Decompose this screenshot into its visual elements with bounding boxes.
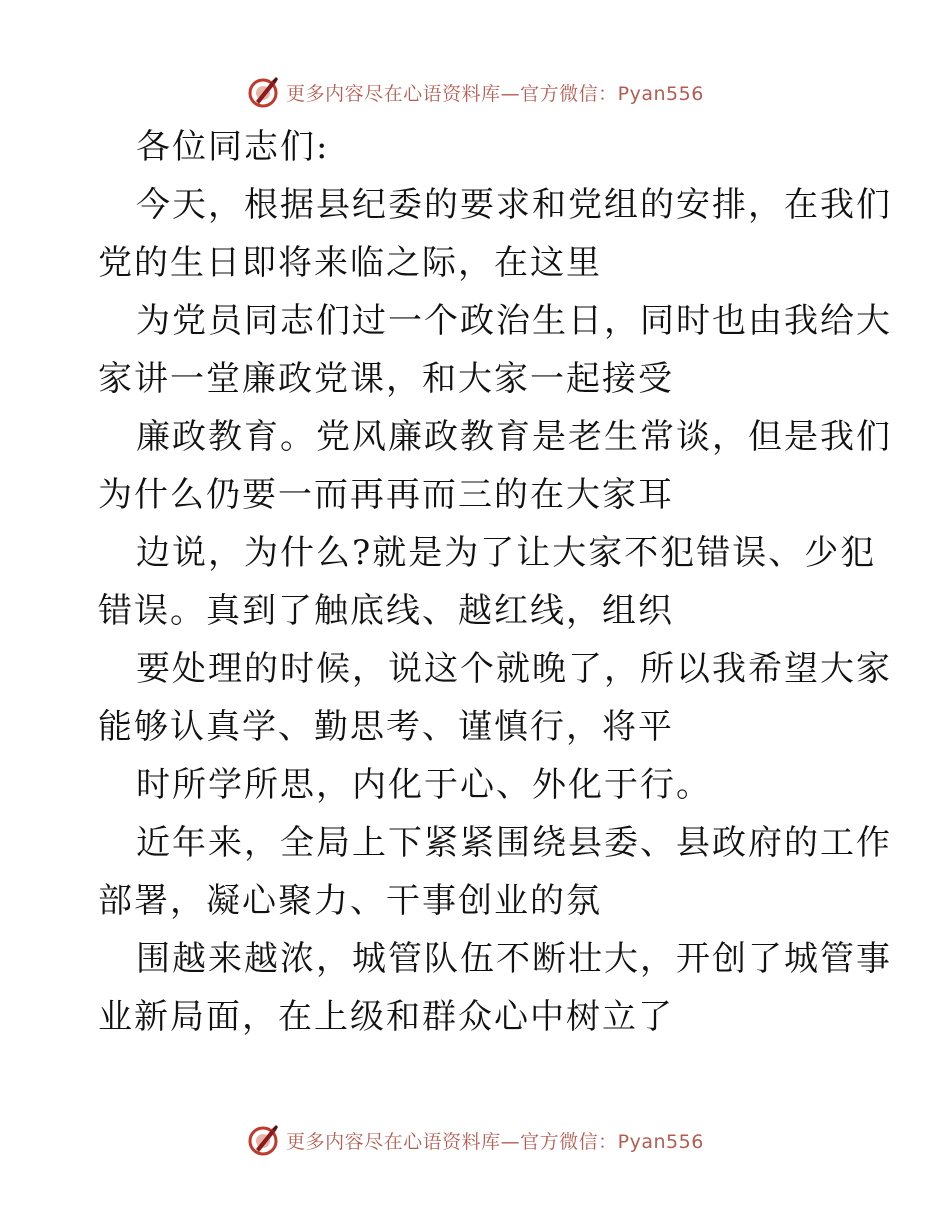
text-line: 党的生日即将来临之际，在这里 (98, 243, 602, 283)
text-line: 业新局面，在上级和群众心中树立了 (98, 997, 674, 1037)
text-line: 时所学所思，内化于心、外化于行。 (136, 765, 712, 805)
watermark-text: 更多内容尽在心语资料库—官方微信：Pyan556 (286, 82, 704, 105)
pen-circle-logo-icon (246, 1123, 280, 1157)
text-line: 家讲一堂廉政党课，和大家一起接受 (98, 359, 674, 399)
text-line: 为什么仍要一而再再而三的在大家耳 (98, 475, 674, 515)
text-line: 要处理的时候，说这个就晚了，所以我希望大家 (136, 649, 892, 689)
document-body (98, 118, 892, 1046)
text-line: 部署，凝心聚力、干事创业的氛 (98, 881, 602, 921)
text-line: 近年来，全局上下紧紧围绕县委、县政府的工作 (136, 823, 892, 863)
text-line: 今天，根据县纪委的要求和党组的安排，在我们 (136, 185, 892, 225)
text-line: 边说，为什么?就是为了让大家不犯错误、少犯 (136, 533, 877, 573)
text-line: 廉政教育。党风廉政教育是老生常谈，但是我们 (136, 417, 892, 457)
watermark-text: 更多内容尽在心语资料库—官方微信：Pyan556 (286, 1130, 704, 1153)
text-line: 围越来越浓，城管队伍不断壮大，开创了城管事 (136, 939, 892, 979)
text-line: 为党员同志们过一个政治生日，同时也由我给大 (136, 301, 892, 341)
text-line: 各位同志们: (136, 127, 330, 167)
text-line: 能够认真学、勤思考、谨慎行，将平 (98, 707, 674, 747)
footer-watermark (0, 1118, 950, 1162)
text-line: 错误。真到了触底线、越红线，组织 (98, 591, 674, 631)
header-watermark (0, 70, 950, 114)
pen-circle-logo-icon (246, 75, 280, 109)
